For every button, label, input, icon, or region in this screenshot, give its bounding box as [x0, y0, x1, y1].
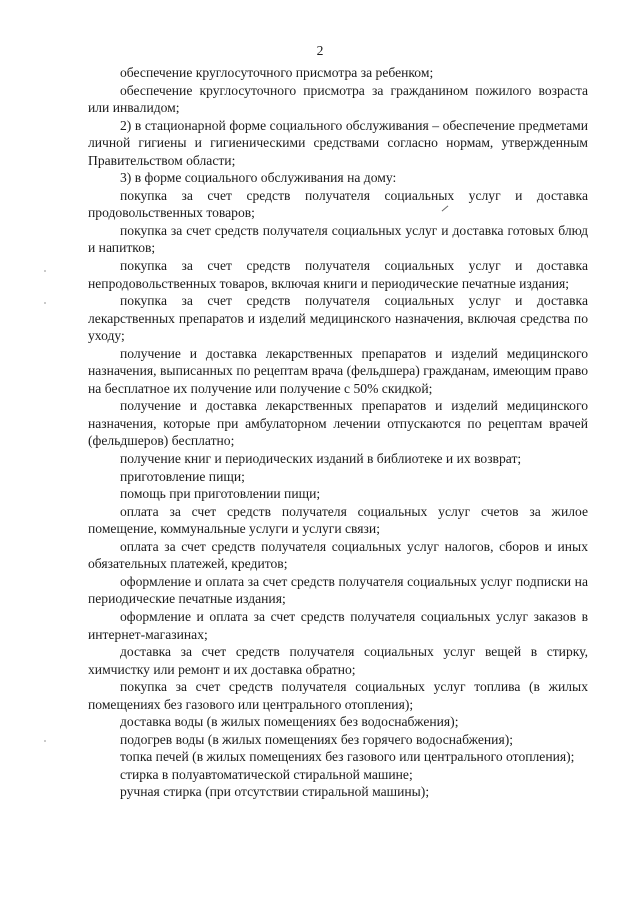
scan-artifact: [44, 740, 46, 742]
paragraph: подогрев воды (в жилых помещениях без горячего водоснабжения);: [120, 731, 514, 747]
paragraph: получение книг и периодических изданий в библиотеке и их возврат;: [120, 451, 522, 467]
paragraph: оформление и оплата за счет средств получателя социальных услуг заказов в интернет-магазинах;: [88, 608, 588, 642]
paragraph: оплата за счет средств получателя социальных услуг налогов, сборов и иных обязательных платежей, кредитов;: [88, 538, 588, 572]
document-body: [88, 64, 588, 801]
paragraph: стирка в полуавтоматической стиральной машине;: [120, 766, 413, 782]
paragraph: приготовление пищи;: [120, 468, 245, 484]
paragraph: доставка воды (в жилых помещениях без водоснабжения);: [120, 714, 459, 730]
paragraph: оплата за счет средств получателя социальных услуг счетов за жилое помещение, коммунальные услуги и услуги связи;: [88, 503, 588, 537]
paragraph: оформление и оплата за счет средств получателя социальных услуг подписки на периодические печатные издания;: [88, 573, 588, 607]
scan-artifact: [44, 270, 46, 272]
paragraph: 3) в форме социального обслуживания на дому:: [120, 170, 397, 186]
paragraph: топка печей (в жилых помещениях без газового или центрального отопления);: [120, 749, 575, 765]
paragraph: обеспечение круглосуточного присмотра за гражданином пожилого возраста или инвалидом;: [88, 82, 588, 116]
paragraph: покупка за счет средств получателя социальных услуг и доставка лекарственных препаратов и изделий медицинского назначения, включая средства по уходу;: [88, 293, 588, 344]
paragraph: покупка за счет средств получателя социальных услуг и доставка готовых блюд и напитков;: [88, 222, 588, 256]
paragraph: покупка за счет средств получателя социальных услуг и доставка непродовольственных товаров, включая книги и периодические печатные издания;: [88, 258, 588, 291]
paragraph: ручная стирка (при отсутствии стиральной машины);: [120, 784, 430, 800]
paragraph: доставка за счет средств получателя социальных услуг вещей в стирку, химчистку или ремонт и их доставка обратно;: [88, 644, 588, 677]
paragraph: получение и доставка лекарственных препаратов и изделий медицинского назначения, которые при амбулаторном лечении отпускаются по рецептам врачей (фельдшеров) бесплатно;: [88, 398, 588, 449]
paragraph: помощь при приготовлении пищи;: [120, 486, 321, 502]
page-number: 2: [316, 43, 324, 58]
paragraph: покупка за счет средств получателя социальных услуг топлива (в жилых помещениях без газового или центрального отопления);: [88, 679, 588, 712]
scan-artifact: [44, 302, 46, 304]
paragraph: покупка за счет средств получателя социальных услуг и доставка продовольственных товаров;: [88, 187, 588, 221]
paragraph: 2) в стационарной форме социального обслуживания – обеспечение предметами личной гигиены и гигиеническими средствами согласно нормам, утвержденным Правительством области;: [88, 117, 588, 168]
paragraph: получение и доставка лекарственных препаратов и изделий медицинского назначения, выписанных по рецептам врача (фельдшера) гражданам, имеющим право на бесплатное их получение или получение с 50% скидкой;: [88, 345, 588, 396]
paragraph: обеспечение круглосуточного присмотра за ребенком;: [120, 65, 434, 80]
